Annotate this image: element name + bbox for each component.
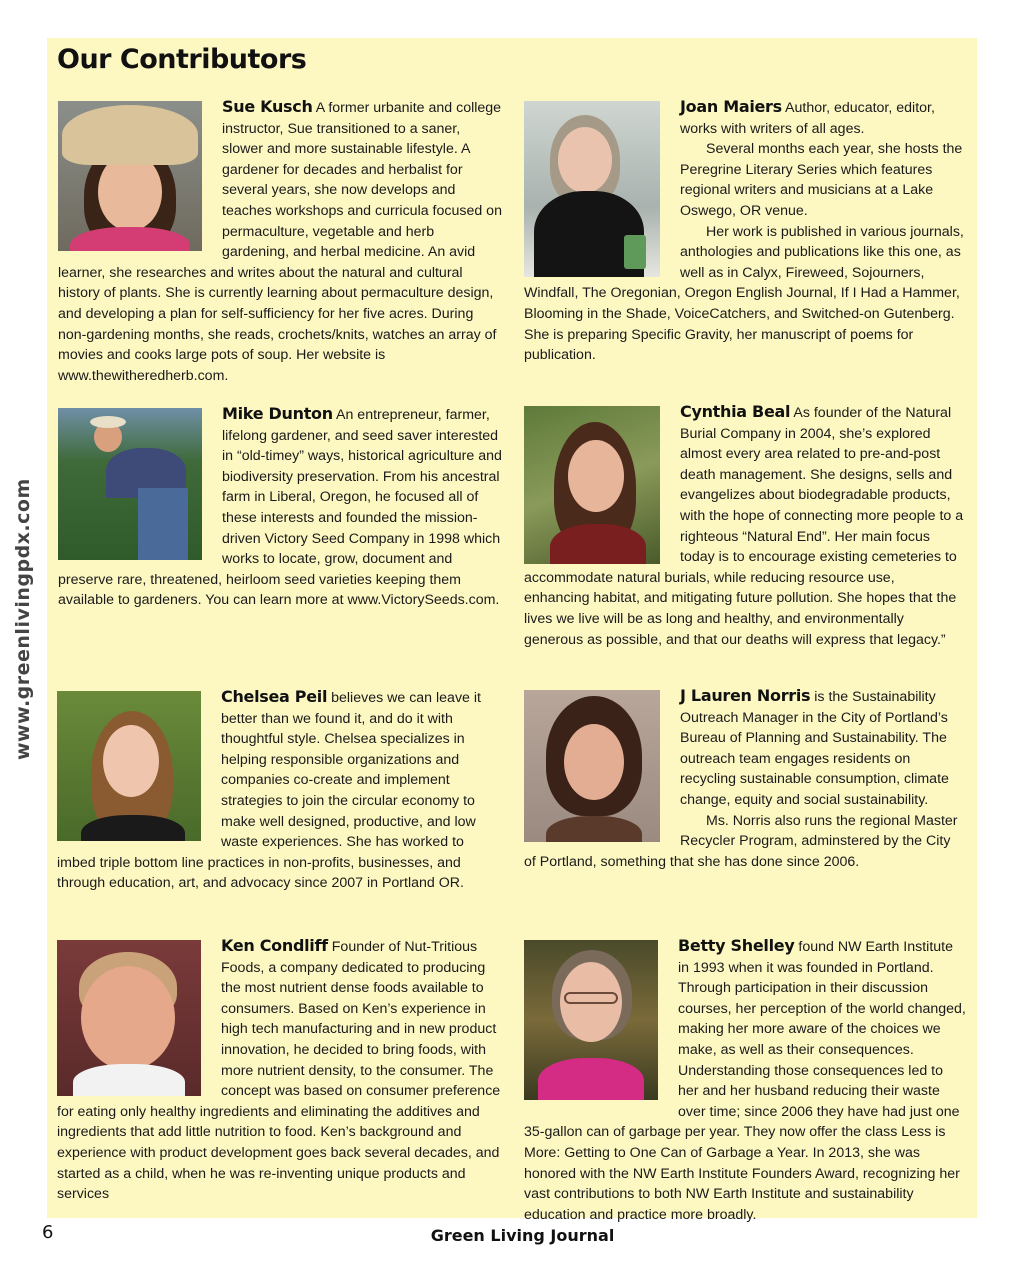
- contributor-bio: [524, 686, 964, 872]
- contributor-text: Ms. Norris also runs the regional Master Recycler Program, adminstered by the City of Portland, something that she has done since 2006.: [524, 812, 958, 870]
- contributor-bio: [524, 97, 964, 366]
- contributor-text: found NW Earth Institute in 1993 when it was founded in Portland. Through participation in their discussion courses, her perception of the world changed, making her more aware of the choices we make, as well as their consequences. Understanding those consequences led to her and her husband reducing their waste over time; since 2006 they have had just one 35-gallon can of garbage per year. They now offer the class Less is More: Getting to One Can of Garbage a Year. In 2013, she was honored with the NW Earth Institute Founders Award, recognizing her vast contributions to both NW Earth Institute and sustainability education and practice more broadly.: [524, 939, 966, 1223]
- contributor-name: J Lauren Norris: [680, 686, 811, 705]
- contributor-text: An entrepreneur, farmer, lifelong gardener, and seed saver interested in “old-timey” ways, historical agriculture and biodiversity preservation. From his ancestral farm in Liberal, Oregon, he focused all of these interests and founded the mission-driven Victory Seed Company in 1998 which works to locate, grow, document and preserve rare, threatened, heirloom seed varieties keeping them available to gardeners. You can learn more at www.VictorySeeds.com.: [58, 407, 502, 609]
- contributor-name: Sue Kusch: [222, 97, 313, 116]
- page-number: 6: [42, 1222, 54, 1243]
- contributor-name: Cynthia Beal: [680, 402, 791, 421]
- contributor-name: Mike Dunton: [222, 404, 333, 423]
- page-title: Our Contributors: [57, 44, 307, 75]
- side-url-text: www.greenlivingpdx.com: [12, 478, 34, 760]
- contributor-bio: [58, 97, 502, 386]
- contributor-bio: [57, 936, 503, 1205]
- contributor-bio: [524, 936, 966, 1225]
- contributor-text: believes we can leave it better than we found it, and do it with thoughtful style. Chelsea specializes in helping responsible organizations and companies co-create and implement strategies to join the circular economy to make well designed, productive, and low waste experiences. She has worked to imbed triple bottom line practices in non-profits, businesses, and through education, art, and advocacy since 2007 in Portland OR.: [57, 690, 481, 892]
- portrait-woman-glasses-icon: [524, 940, 658, 1100]
- portrait-woman-brown-hair-icon: [524, 406, 660, 564]
- portrait-woman-bob-hair-icon: [524, 690, 660, 842]
- footer-publication-title: Green Living Journal: [430, 1226, 615, 1245]
- contributor-name: Ken Condliff: [221, 936, 328, 955]
- contributor-text: is the Sustainability Outreach Manager in the City of Portland’s Bureau of Planning and Sustainability. The outreach team engages residents on recycling sustainable consumption, climate change, equity and social sustainability.: [680, 689, 949, 808]
- contributor-name: Joan Maiers: [680, 97, 782, 116]
- portrait-man-smiling-icon: [57, 940, 201, 1096]
- contributor-text: As founder of the Natural Burial Company in 2004, she’s explored almost every area related to pre-and-post death management. She designs, sells and evangelizes about biodegradable products, with the hope of connecting more people to a righteous “Natural End”. Her main focus today is to encourage existing cemeteries to accommodate natural burials, while reducing resource use, enhancing habitat, and mitigating future pollution. She hopes that the lives we live will be as long and healthy, and environmentally generous as possible, and that our deaths will express that legacy.”: [524, 405, 964, 648]
- contributor-bio: [58, 404, 502, 611]
- contributor-text: Several months each year, she hosts the Peregrine Literary Series which features regional writers and musicians at a Lake Oswego, OR venue.: [680, 141, 963, 219]
- contributor-text: A former urbanite and college instructor, Sue transitioned to a saner, slower and more sustainable lifestyle. A gardener for decades and herbalist for several years, she now develops and teaches workshops and curricula focused on permaculture, vegetable and herb gardening, and herbal medicine. An avid learner, she researches and writes about the natural and cultural history of plants. She is currently learning about permaculture design, and developing a plan for self-sufficiency for her five acres. During non-gardening months, she reads, crochets/knits, watches an array of movies and cooks large pots of soup. Her website is www.thewitheredherb.com.: [58, 100, 502, 384]
- contributor-text: Founder of Nut-Tritious Foods, a company dedicated to producing the most nutrient dense foods available to consumers. Based on Ken’s experience in high tech manufacturing and in new product innovation, he decided to bring foods, with more nutrient density, to the consumer. The concept was based on consumer preference for eating only healthy ingredients and eliminating the additives and ingredients that add little nutrition to food. Ken’s background and experience with product development goes back several decades, and started as a child, when he was re-inventing unique products and services: [57, 939, 501, 1203]
- contributor-name: Betty Shelley: [678, 936, 795, 955]
- contributor-name: Chelsea Peil: [221, 687, 328, 706]
- portrait-woman-gray-hair-icon: [524, 101, 660, 277]
- portrait-woman-sun-hat-icon: [58, 101, 202, 251]
- portrait-woman-long-hair-icon: [57, 691, 201, 841]
- contributor-bio: [57, 687, 503, 894]
- contributor-bio: [524, 402, 964, 650]
- contributor-text: Author, educator, editor, works with writers of all ages.: [680, 100, 935, 137]
- contributor-text: Her work is published in various journals, anthologies and publications like this one, as well as in Calyx, Fireweed, Sojourners, Windfall, The Oregonian, Oregon English Journal, If I Had a Hammer, Blooming in the Shade, VoiceCatchers, and Switched-on Gutenberg. She is preparing Specific Gravity, her manuscript of poems for publication.: [524, 223, 964, 364]
- portrait-man-garden-icon: [58, 408, 202, 560]
